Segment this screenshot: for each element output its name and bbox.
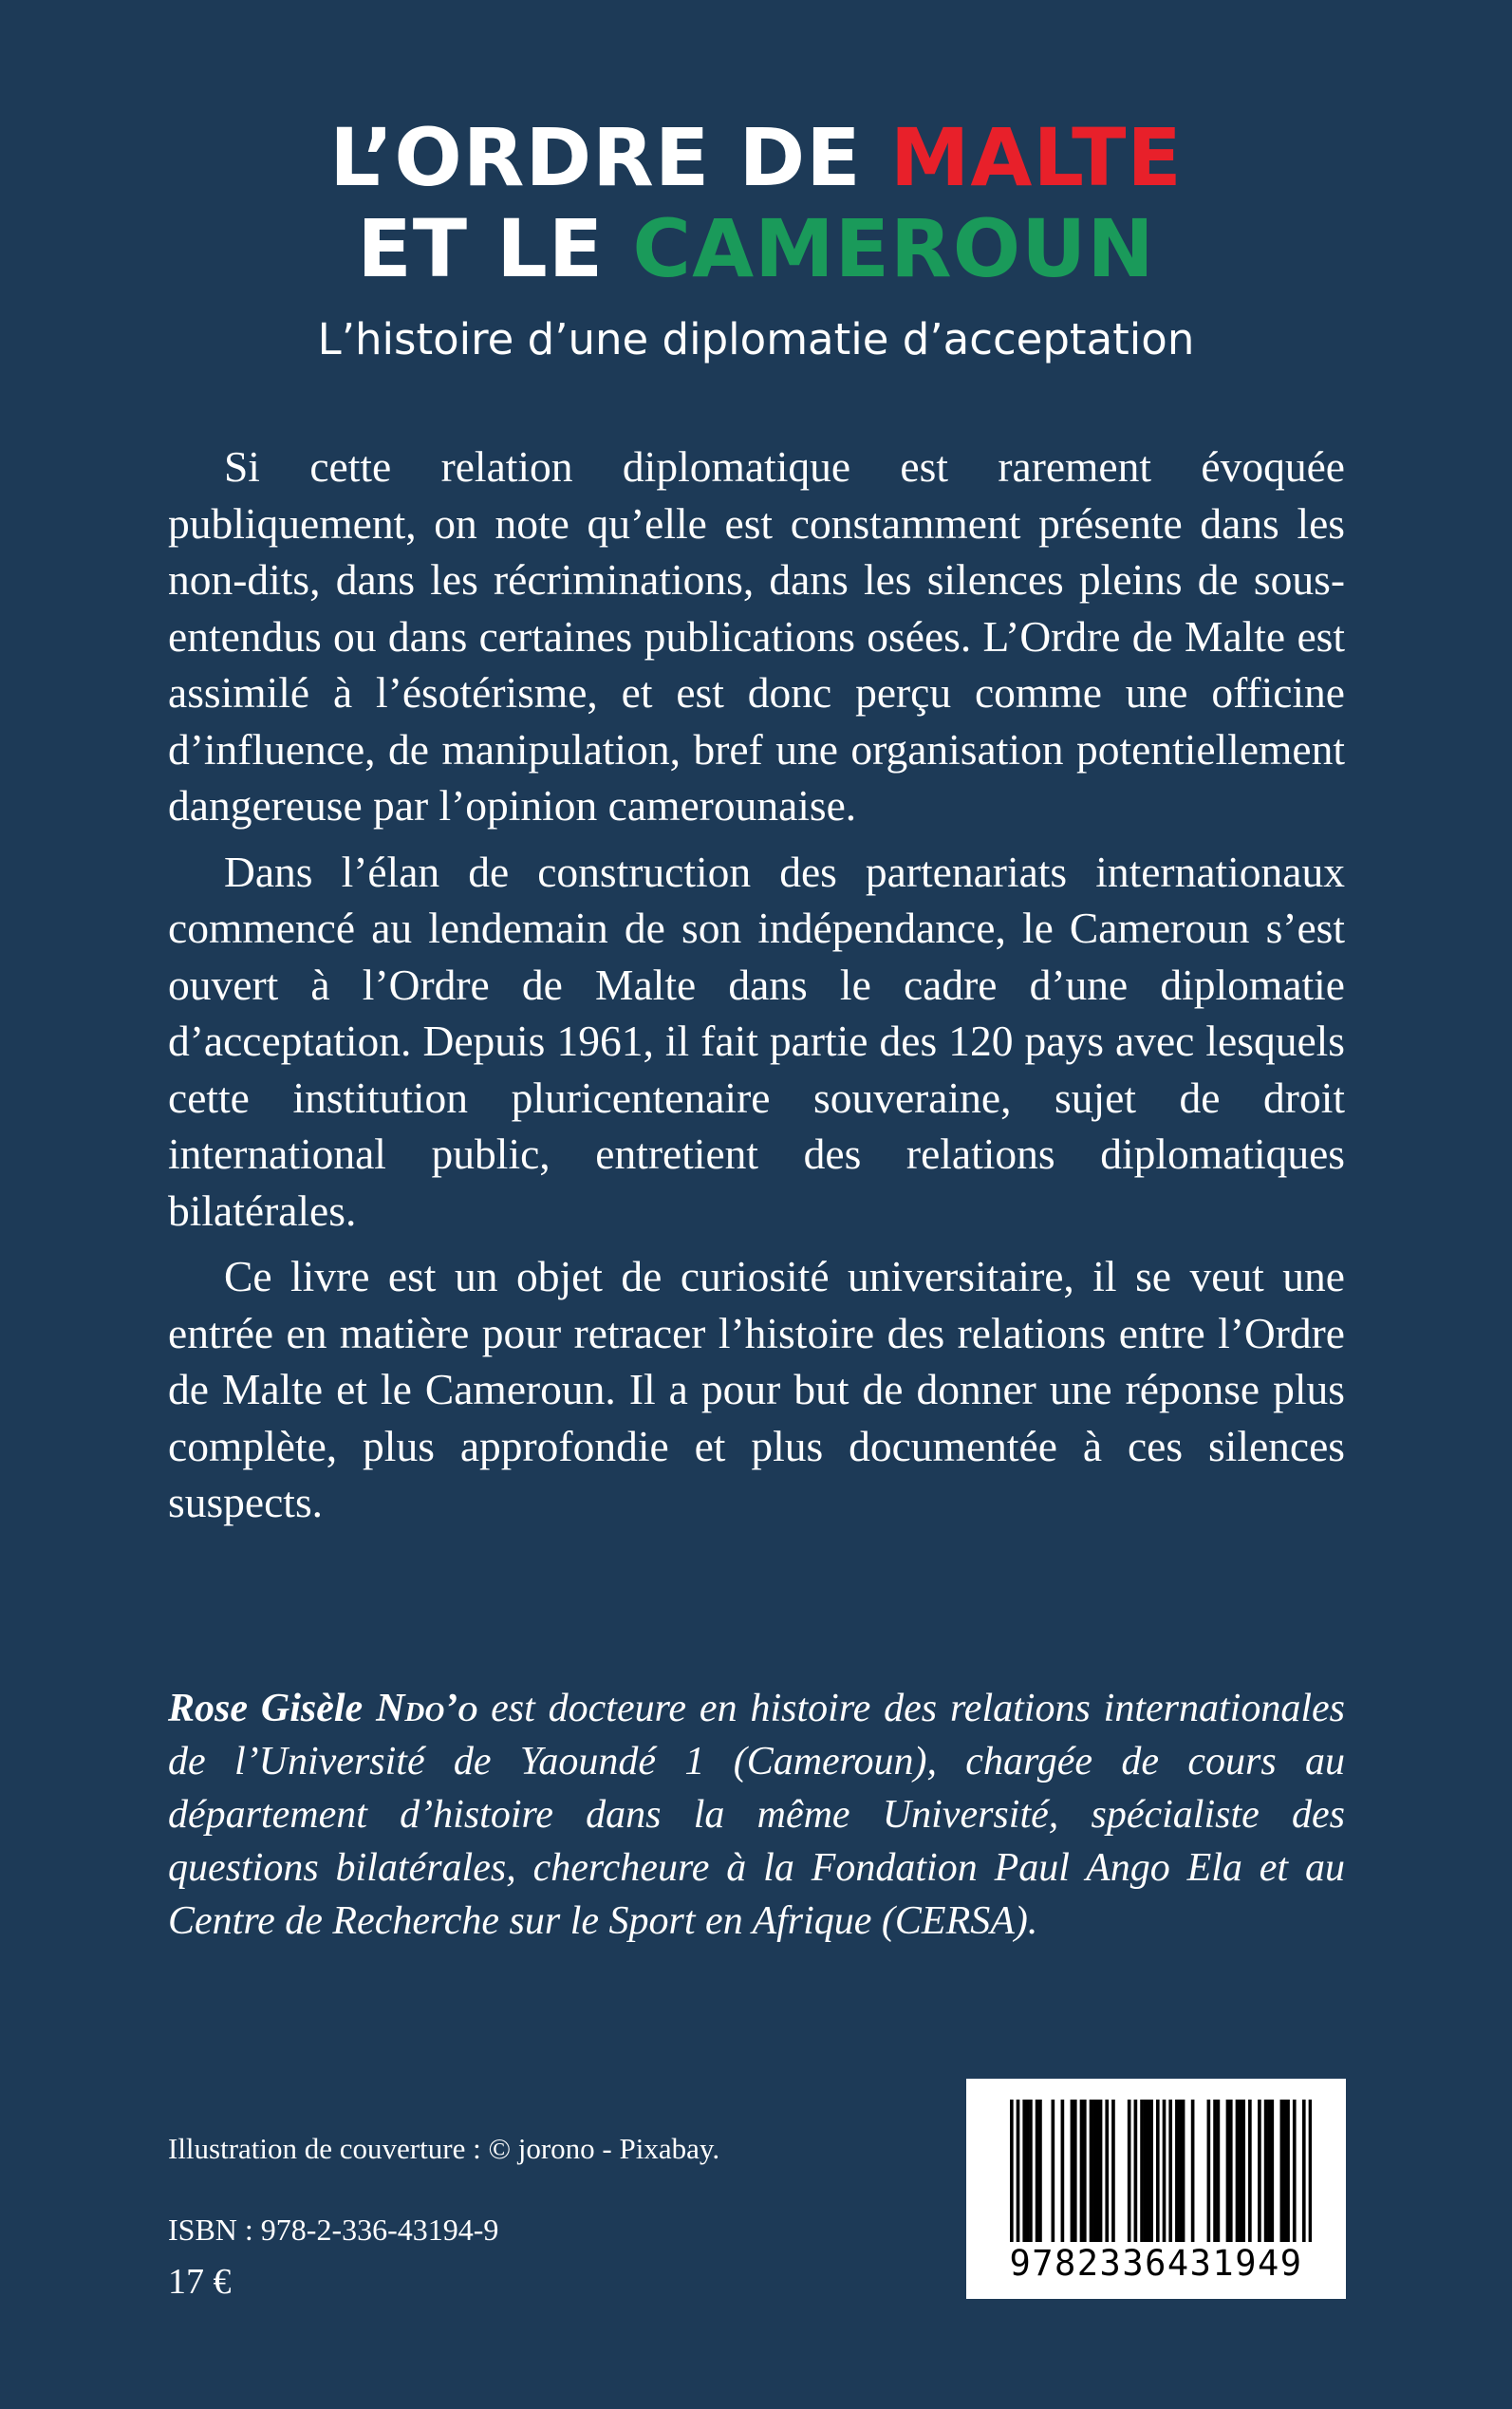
barcode-bar <box>1168 2100 1172 2242</box>
blurb-paragraph-1: Si cette relation diplomatique est rarement évoquée publiquement, on note qu’elle est constamment présente dans les non-dits, dans les récriminations, dans les silences pleins de sous-entendus ou dans certaines publications osées. L’Ordre de Malte est assimilé à l’ésotérisme, et est donc perçu comme une officine d’influence, de manipulation, bref une organisation potentiellement dangereuse par l’opinion camerounaise. <box>168 442 1345 830</box>
barcode-bar <box>1280 2100 1284 2242</box>
book-subtitle: L’histoire d’une diplomatie d’acceptation <box>317 314 1195 364</box>
barcode-bar <box>1128 2100 1131 2242</box>
barcode-bar <box>1149 2100 1153 2242</box>
barcode-bar <box>1022 2100 1026 2242</box>
author-name <box>168 1687 477 1730</box>
barcode-bar <box>1140 2100 1144 2242</box>
barcode-bar <box>1229 2100 1233 2242</box>
title-segment-malte: MALTE <box>889 111 1183 204</box>
barcode-bar <box>1026 2100 1030 2242</box>
barcode-bar <box>1029 2100 1033 2242</box>
barcode-bar <box>1270 2100 1274 2242</box>
isbn: ISBN : 978-2-336-43194-9 <box>168 2213 499 2247</box>
barcode-bar <box>1258 2100 1261 2242</box>
barcode-bar <box>1156 2100 1160 2242</box>
barcode-bar <box>1248 2100 1252 2242</box>
author-last-name: Ndo’o <box>376 1687 478 1730</box>
barcode-bar <box>1241 2100 1245 2242</box>
barcode-bar <box>1073 2100 1077 2242</box>
barcode-bar <box>1267 2100 1271 2242</box>
cover-illustration-credit: Illustration de couverture : © jorono - Pixabay. <box>168 2132 720 2165</box>
barcode-bar <box>1302 2100 1306 2242</box>
barcode-bar <box>1010 2100 1014 2242</box>
barcode-bar <box>1191 2100 1195 2242</box>
barcode-bar <box>1105 2100 1109 2242</box>
author-first-name: Rose Gisèle <box>168 1687 377 1730</box>
barcode-bar <box>1095 2100 1099 2242</box>
barcode-bar <box>1217 2100 1221 2242</box>
barcode-bar <box>1071 2100 1074 2242</box>
barcode-bar <box>1134 2100 1138 2242</box>
barcode-bar <box>1226 2100 1230 2242</box>
barcode-bar <box>1309 2100 1312 2242</box>
blurb <box>168 439 1345 1531</box>
barcode-bar <box>1213 2100 1217 2242</box>
barcode-bar <box>1144 2100 1148 2242</box>
barcode-bar <box>1286 2100 1290 2242</box>
barcode-bar <box>1092 2100 1096 2242</box>
barcode-bar <box>1207 2100 1211 2242</box>
barcode-bar <box>1099 2100 1103 2242</box>
barcode-bar <box>1052 2100 1055 2242</box>
barcode-bars <box>1010 2100 1312 2242</box>
barcode-bar <box>1090 2100 1093 2242</box>
price: 17 € <box>168 2262 232 2302</box>
barcode-bar <box>1175 2100 1179 2242</box>
barcode-bar <box>1111 2100 1115 2242</box>
title-line-1 <box>0 112 1512 203</box>
barcode-bar <box>1239 2100 1242 2242</box>
blurb-paragraph-2: Dans l’élan de construction des partenariats internationaux commencé au lendemain de son indépendance, le Cameroun s’est ouvert à l’Ordre de Malte dans le cadre d’une diplomatie d’acceptation. Depuis 1961, il fait partie des 120 pays avec lesquels cette institution pluricentenaire souveraine, sujet de droit international public, entretient des relations diplomatiques bilatérales. <box>168 847 1345 1235</box>
barcode-bar <box>1264 2100 1268 2242</box>
barcode-number: 9782336431949 <box>1009 2243 1303 2284</box>
barcode <box>966 2079 1346 2299</box>
title-segment-cameroun: CAMEROUN <box>632 202 1155 295</box>
barcode-bar <box>1038 2100 1042 2242</box>
title-segment: L’ORDRE DE <box>329 111 890 204</box>
barcode-bar <box>1163 2100 1167 2242</box>
barcode-bar <box>1236 2100 1240 2242</box>
title-line-2 <box>0 203 1512 294</box>
author-bio <box>168 1682 1345 1948</box>
barcode-bar <box>1061 2100 1065 2242</box>
barcode-bar <box>1178 2100 1182 2242</box>
barcode-bar <box>1036 2100 1039 2242</box>
barcode-bar <box>1182 2100 1185 2242</box>
barcode-bar <box>1283 2100 1287 2242</box>
title-segment: ET LE <box>357 202 633 295</box>
barcode-bar <box>1293 2100 1297 2242</box>
barcode-bar <box>1080 2100 1084 2242</box>
barcode-bar <box>1017 2100 1020 2242</box>
blurb-paragraph-3: Ce livre est un objet de curiosité universitaire, il se veut une entrée en matière pour retracer l’histoire des relations entre l’Ordre de Malte et le Cameroun. Il a pour but de donner une réponse plus complète, plus approfondie et plus documentée à ces silences suspects. <box>168 1252 1345 1526</box>
barcode-bar <box>1147 2100 1150 2242</box>
book-title <box>0 112 1512 294</box>
author-bio-text: est docteure en histoire des relations internationales de l’Université de Yaoundé 1 (Cameroun), chargée de cours au département d’histoire dans la même Université, spécialiste des questions bilatérales, chercheure à la Fondation Paul Ango Ela et au Centre de Recherche sur le Sport en Afrique (CERSA). <box>168 1687 1345 1943</box>
barcode-bar <box>1083 2100 1087 2242</box>
